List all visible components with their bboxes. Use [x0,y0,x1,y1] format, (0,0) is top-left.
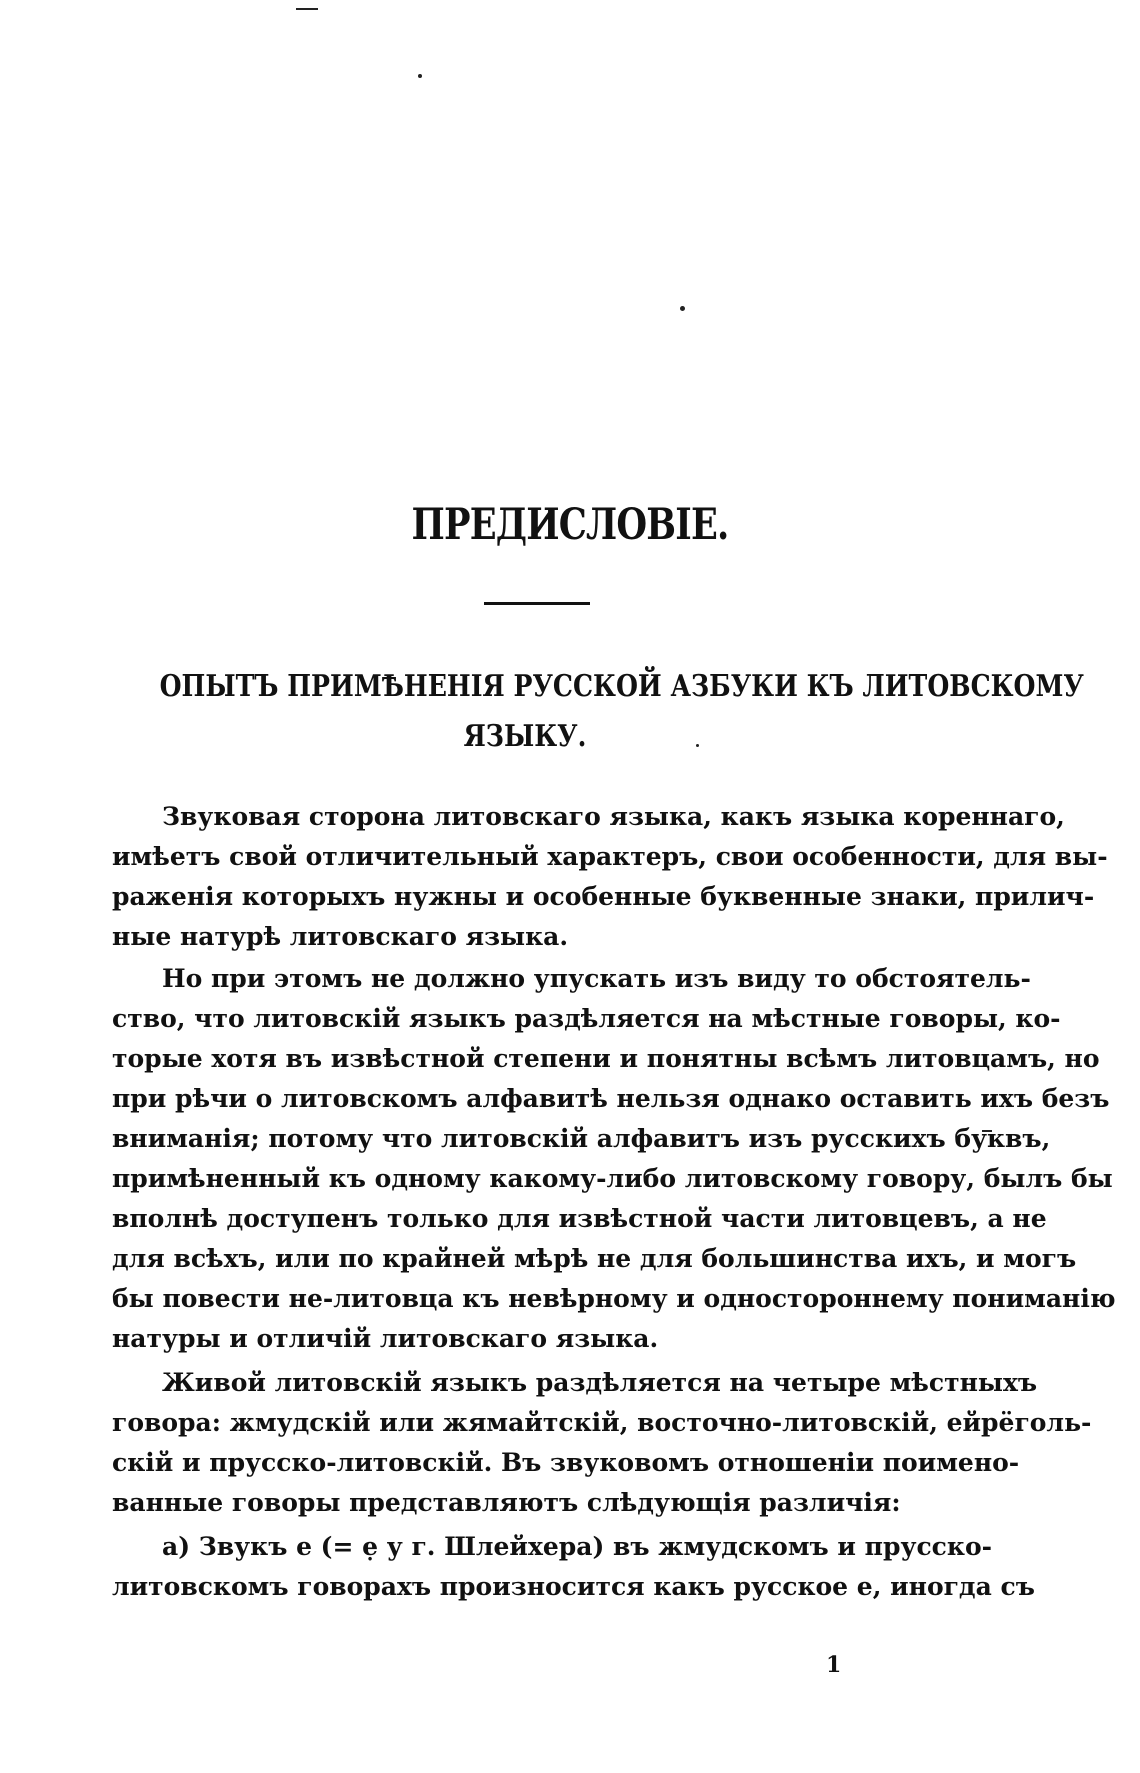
text-line: для всѣхъ, или по крайней мѣрѣ не для большинства ихъ, и могъ [112,1244,1077,1273]
text-line: имѣетъ свой отличительный характеръ, свои особенности, для вы- [112,842,1108,871]
page-title: ПРЕДИСЛОВІЕ. [411,500,729,550]
text-line: вниманія; потому что литовскій алфавитъ изъ русскихъ буквъ, [112,1124,1051,1153]
text-line: Звуковая сторона литовскаго языка, какъ языка кореннаго, [162,802,1065,831]
section-heading-line: ЯЗЫКУ. [463,719,587,754]
text-line: ные натурѣ литовскаго языка. [112,922,569,951]
text-line: торые хотя въ извѣстной степени и понятны всѣмъ литовцамъ, но [112,1044,1100,1073]
text-line: Живой литовскій языкъ раздѣляется на четыре мѣстныхъ [162,1368,1038,1397]
text-line: скій и прусско-литовскій. Въ звуковомъ отношеніи поимено- [112,1448,1020,1477]
text-line: Но при этомъ не должно упускать изъ виду то обстоятель- [162,964,1031,993]
text-line: при рѣчи о литовскомъ алфавитѣ нельзя однако оставить ихъ безъ [112,1084,1110,1113]
text-line: а) Звукъ е (= ẹ у г. Шлейхера) въ жмудскомъ и прусско- [162,1532,993,1561]
text-line: натуры и отличій литовскаго языка. [112,1324,659,1353]
page-number: 1 [826,1652,842,1678]
text-line: бы повести не-литовца къ невѣрному и одностороннему пониманію [112,1284,1116,1313]
text-line: примѣненный къ одному какому-либо литовскому говору, былъ бы [112,1164,1113,1193]
text-line: раженія которыхъ нужны и особенные буквенные знаки, прилич- [112,882,1095,911]
text-line: говора: жмудскій или жямайтскій, восточно-литовскій, ейрёголь- [112,1408,1092,1437]
text-line: вполнѣ доступенъ только для извѣстной части литовцевъ, а не [112,1204,1047,1233]
text-line: ванные говоры представляютъ слѣдующія различія: [112,1488,901,1517]
section-heading-line: ОПЫТЪ ПРИМѢНЕНІЯ РУССКОЙ АЗБУКИ КЪ ЛИТОВСКОМУ [159,669,1084,704]
text-line: литовскомъ говорахъ произносится какъ русское е, иногда съ [112,1572,1035,1601]
text-line: ство, что литовскій языкъ раздѣляется на мѣстные говоры, ко- [112,1004,1061,1033]
